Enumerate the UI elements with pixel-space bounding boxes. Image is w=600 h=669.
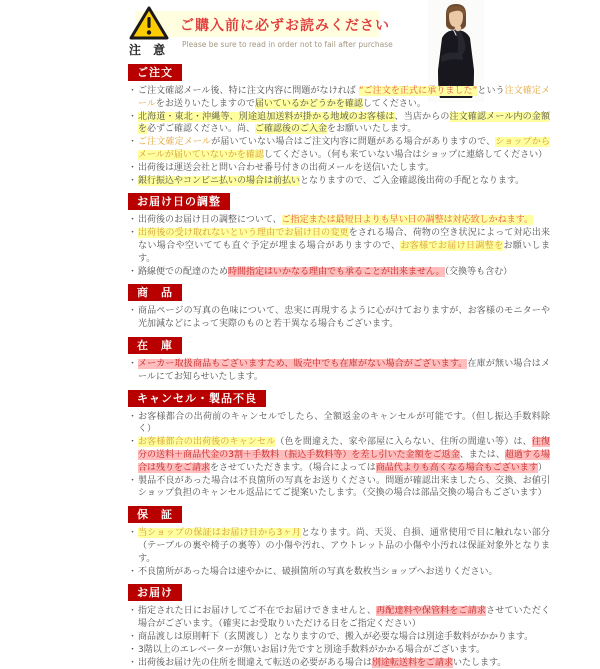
text-segment: お願いします。 [138, 241, 550, 264]
text-segment: となりますので、ご入金確認後出荷の手配となります。 [300, 176, 524, 186]
bullet-item [128, 358, 550, 384]
section-order [128, 58, 550, 187]
warning-triangle-icon [129, 6, 169, 40]
text-segment: 別途転送料をご請求 [372, 658, 453, 668]
bullet-item [128, 527, 550, 565]
text-segment: 出荷後の受け取れないという理由でお届け日の変更 [138, 228, 349, 238]
section-label-delivery: お届け [128, 584, 182, 601]
text-segment: （色を間違えた、家や部屋に入らない、住所の間違い等）は、 [275, 437, 531, 447]
bullet-item [128, 227, 550, 265]
text-segment: 製品不良があった場合は不良箇所の写真をお送りください。問題が確認出来ましたら、交換、お値引ショップ負担のキャンセル返品にてご提案いたします。（交換の場合は部品交換の場合もございます） [138, 476, 550, 499]
text-segment: 銀行振込やコンビニ払いの場合は前払い [138, 176, 300, 186]
caution-label: 注 意 [126, 41, 172, 58]
text-segment: をさせていただきます。（場合によっては [210, 463, 376, 473]
text-segment: 出荷後のお届け日の調整について、 [138, 215, 282, 225]
section-warranty [128, 500, 550, 578]
text-segment: 路線便での配達のため [138, 267, 228, 277]
text-segment: ご注文確認メール後、特に注文内容に問題がなければ [138, 86, 359, 96]
text-segment: お客様都合の出荷後のキャンセル [138, 437, 275, 447]
bullet-item [128, 631, 550, 644]
section-label-product: 商 品 [128, 284, 182, 301]
text-segment: 往復分の送料＋商品代金の3割＋手数料（振込手数料等）を差し引いた金額をご返金 [138, 437, 550, 460]
page-subtitle: Please be sure to read in order not to fail after purchase [182, 40, 393, 49]
text-segment: をお送りいたしますので [156, 99, 255, 109]
text-segment: 出荷後は運送会社と問い合わせ番号付きの出荷メールを送信いたします。 [138, 163, 434, 173]
text-segment: 必ずご確認ください。尚、 [147, 124, 255, 134]
header [0, 0, 600, 58]
text-segment: という [477, 86, 504, 96]
text-segment: お客様でお届け日調整を [400, 241, 503, 251]
text-segment: 在庫が無い場合はメールにてお知らせいたします。 [138, 359, 550, 382]
text-segment: 、当店からの [395, 112, 450, 122]
text-segment: となります。尚、天災、自損、通常使用で目に触れない部分（テーブルの裏や椅子の裏等）の小傷や汚れ、アウトレット品の小傷や小汚れは保証対象外となります。 [138, 528, 550, 564]
sections-container [128, 58, 550, 669]
bullet-item [128, 657, 550, 669]
text-segment: 注文確認メール内の金額を [138, 112, 550, 135]
text-segment: 商品代よりも高くなる場合もございます [376, 463, 538, 473]
bullet-item [128, 566, 550, 579]
text-segment: ご注文確定メール [138, 137, 211, 147]
bullet-item [128, 266, 550, 279]
text-segment: いたします。 [453, 658, 506, 668]
text-segment: 商品渡しは原則軒下（玄関渡し）となりますので、搬入が必要な場合は別途手数料がかかります。 [138, 632, 533, 642]
section-label-stock: 在 庫 [128, 337, 182, 354]
section-stock [128, 331, 550, 384]
bullet-item [128, 85, 550, 111]
text-segment: 不良箇所があった場合は速やかに、破損箇所の写真を数枚当ショップへお送りください。 [138, 567, 498, 577]
section-cancel-defect [128, 384, 550, 501]
section-label-delivery-date-adjust: お届け日の調整 [128, 193, 230, 210]
text-segment: 出荷後お届け先の住所を間違えて転送の必要がある場合は [138, 658, 372, 668]
section-label-warranty: 保 証 [128, 506, 182, 523]
text-segment: 3階以上のエレベーターが無いお届け先ですと別途手数料がかかる場合がございます。 [138, 645, 485, 655]
text-segment: 届いているかどうかを確認 [255, 99, 363, 109]
section-bullets-delivery [128, 605, 550, 669]
text-segment: メーカー取扱商品もございますため、販売中でも在庫がない場合がございます。 [138, 359, 467, 369]
text-segment: ） [538, 463, 547, 473]
text-segment: が届いていない場合はご注文内容に問題がある場合がありますので、 [211, 137, 495, 147]
section-bullets-order [128, 85, 550, 187]
text-segment: してください。 [363, 99, 426, 109]
text-segment: 当ショップの保証はお届け日から3ヶ月 [138, 528, 301, 538]
text-segment: 指定された日にお届けしてご不在でお届けできませんと、 [138, 606, 376, 616]
text-segment: “ご注文を正式に承りました” [359, 86, 477, 96]
text-segment: 注文確定メール [138, 86, 550, 109]
bullet-item [128, 175, 550, 188]
text-segment: ショップからメールが届いていないかを確認 [138, 137, 550, 160]
page-title: ご購入前に必ずお読みください [180, 15, 390, 35]
text-segment: をお願いいたします。 [327, 124, 416, 134]
text-segment: ご指定または最短日よりも早い日の調整は対応致しかねます。 [282, 215, 533, 225]
text-segment: 超過する場合は残りをご請求 [138, 450, 550, 473]
bullet-item [128, 644, 550, 657]
section-product [128, 278, 550, 331]
text-segment: お客様都合の出荷前のキャンセルでしたら、全額返金のキャンセルが可能です。（但し振込手数料除く） [138, 412, 550, 435]
section-bullets-warranty [128, 527, 550, 578]
text-segment: 時間指定はいかなる理由でも承ることが出来ません。 [228, 267, 445, 277]
text-segment: 、または、 [460, 450, 505, 460]
section-bullets-product [128, 305, 550, 331]
bullet-item [128, 436, 550, 474]
text-segment: （交換等も含む） [445, 267, 513, 277]
text-segment: 再配達料や保管料をご請求 [376, 606, 486, 616]
section-bullets-delivery-date-adjust [128, 214, 550, 278]
caution-block [126, 6, 172, 58]
bullet-item [128, 411, 550, 437]
text-segment: をされる場合、荷物の空き状況によって対応出来ない場合や空いてても直ぐ予定が埋まる場合がありますので、 [138, 228, 550, 251]
bullet-item [128, 162, 550, 175]
text-segment: 商品ページの写真の色味について、忠実に再現するように心がけておりますが、お客様のモニターや光加減などによって実際のものと若干異なる場合もございます。 [138, 306, 550, 329]
bullet-item [128, 475, 550, 501]
section-delivery-date-adjust [128, 187, 550, 278]
text-segment: してください。（何も来ていない場合はショップに連絡してください） [264, 150, 547, 160]
bullet-item [128, 605, 550, 631]
bullet-item [128, 214, 550, 227]
bullet-item [128, 136, 550, 162]
text-segment: ご確認後のご入金 [255, 124, 327, 134]
bullet-item [128, 305, 550, 331]
section-bullets-cancel-defect [128, 411, 550, 501]
text-segment: 北海道・東北・沖縄等、別途追加送料が掛かる地域のお客様は [138, 112, 395, 122]
text-segment: させていただく場合がございます。（確実にお受取りいただける日をご指定ください） [138, 606, 550, 629]
section-delivery [128, 578, 550, 669]
section-label-cancel-defect: キャンセル・製品不良 [128, 390, 266, 407]
section-bullets-stock [128, 358, 550, 384]
bullet-item [128, 111, 550, 137]
section-label-order: ご注文 [128, 64, 182, 81]
